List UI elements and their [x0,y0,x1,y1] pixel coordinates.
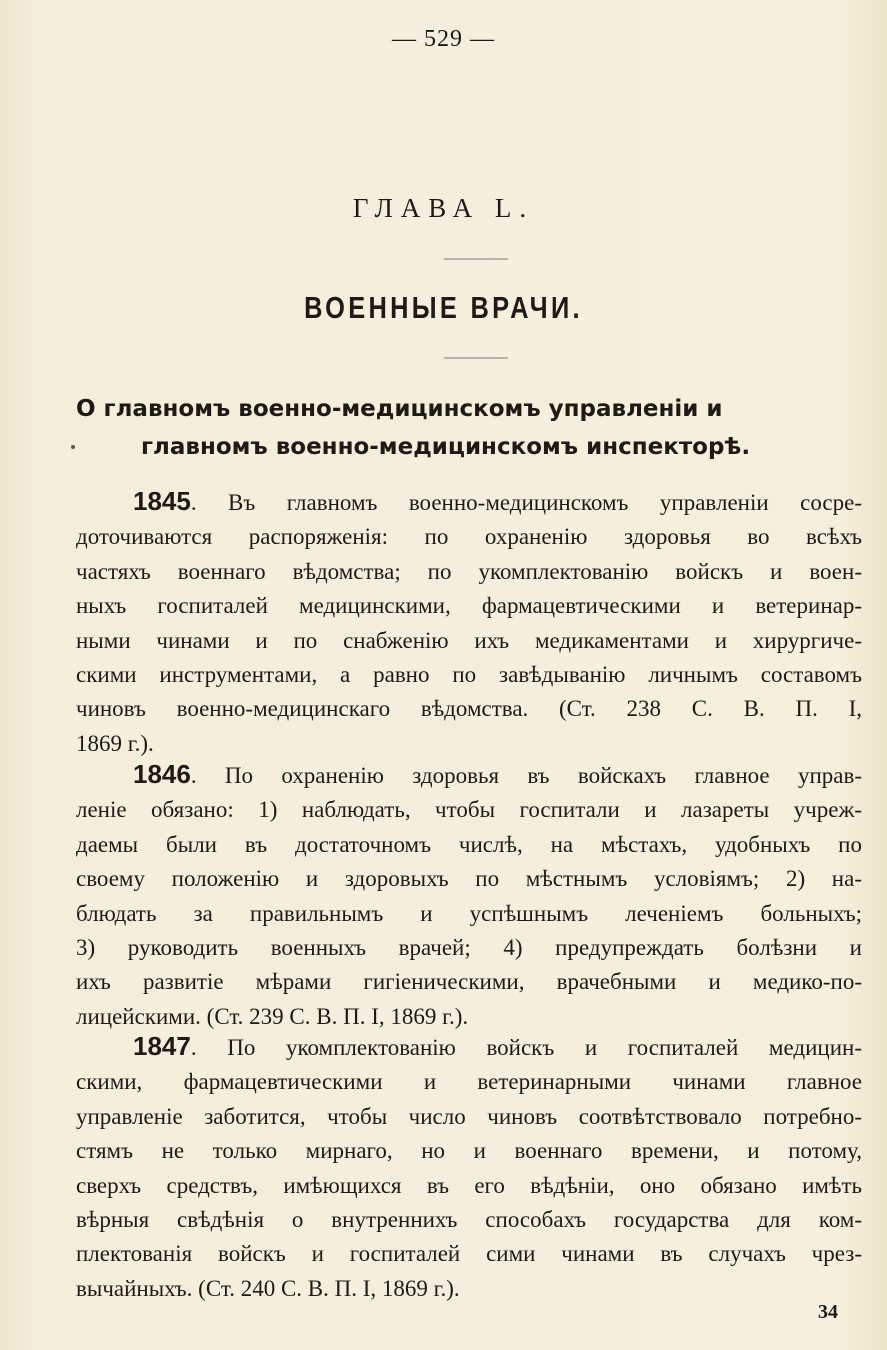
article-number: 1847 [133,1031,191,1061]
article-line: ихъ развитіе мѣрами гигіеническими, врачебными и медико-по- [76,969,862,995]
subheading-line: главномъ военно-медицинскомъ инспекторѣ. [141,434,751,460]
signature-mark: 34 [818,1301,838,1323]
article-line: 1847. По укомплектованію войскъ и госпиталей медицин- [133,1031,862,1061]
article-line: чиновъ военно-медицинскаго вѣдомства. (Ст. 238 С. В. П. I, [76,696,862,722]
article-line: ными чинами и по снабженію ихъ медикаментами и хирургиче- [76,627,862,653]
article-line: вычайныхъ. (Ст. 240 С. В. П. I, 1869 г.). [76,1275,460,1301]
article-line: 1846. По охраненію здоровья въ войскахъ главное управ- [133,759,862,789]
article-line: 1869 г.). [76,730,154,756]
article-number: 1846 [133,759,191,789]
article-line: лицейскими. (Ст. 239 С. В. П. I, 1869 г.). [76,1003,469,1029]
article-line: доточиваются распоряженія: по охраненію здоровья во всѣхъ [76,524,862,550]
section-subheading [76,390,866,466]
article-line: скими, фармацевтическими и ветеринарными чинами главное [76,1069,862,1095]
article-1845 [76,484,862,761]
article-line: сверхъ средствъ, имѣющихся въ его вѣдѣніи, оно обязано имѣть [76,1172,862,1198]
chapter-title: ВОЕННЫЕ ВРАЧИ. [304,290,583,325]
article-line: управленіе заботится, чтобы число чиновъ соотвѣтствовало потребно- [76,1103,862,1129]
article-line: частяхъ военнаго вѣдомства; по укомплектованію войскъ и воен- [76,558,862,584]
article-line: вѣрныя свѣдѣнія о внутреннихъ способахъ государства для ком- [76,1207,862,1233]
subheading-line: О главномъ военно-медицинскомъ управленіи и [76,396,723,422]
article-line: скими инструментами, а равно по завѣдыванію личнымъ составомъ [76,662,862,688]
article-line: стямъ не только мирнаго, но и военнаго времени, и потому, [76,1138,862,1164]
article-number: 1845 [133,486,191,516]
article-line: 3) руководить военныхъ врачей; 4) предупреждать болѣзни и [76,935,862,961]
print-speck [71,445,75,449]
chapter-heading: ГЛАВА L. [352,193,535,223]
article-line: ныхъ госпиталей медицинскими, фармацевтическими и ветеринар- [76,593,862,619]
article-line: своему положенію и здоровыхъ по мѣстнымъ условіямъ; 2) на- [76,866,862,892]
article-line: леніе обязано: 1) наблюдать, чтобы госпитали и лазареты учреж- [76,797,862,823]
page-number: — 529 — [392,26,495,52]
divider-rule [444,357,508,359]
article-1846 [76,757,862,1034]
article-1847 [76,1029,862,1306]
article-line: блюдать за правильнымъ и успѣшнымъ леченіемъ больныхъ; [76,900,862,926]
article-line: плектованія войскъ и госпиталей сими чинами въ случахъ чрез- [76,1241,862,1267]
article-line: 1845. Въ главномъ военно-медицинскомъ управленіи сосре- [133,486,862,516]
divider-rule [444,258,508,260]
article-line: даемы были въ достаточномъ числѣ, на мѣстахъ, удобныхъ по [76,831,862,857]
